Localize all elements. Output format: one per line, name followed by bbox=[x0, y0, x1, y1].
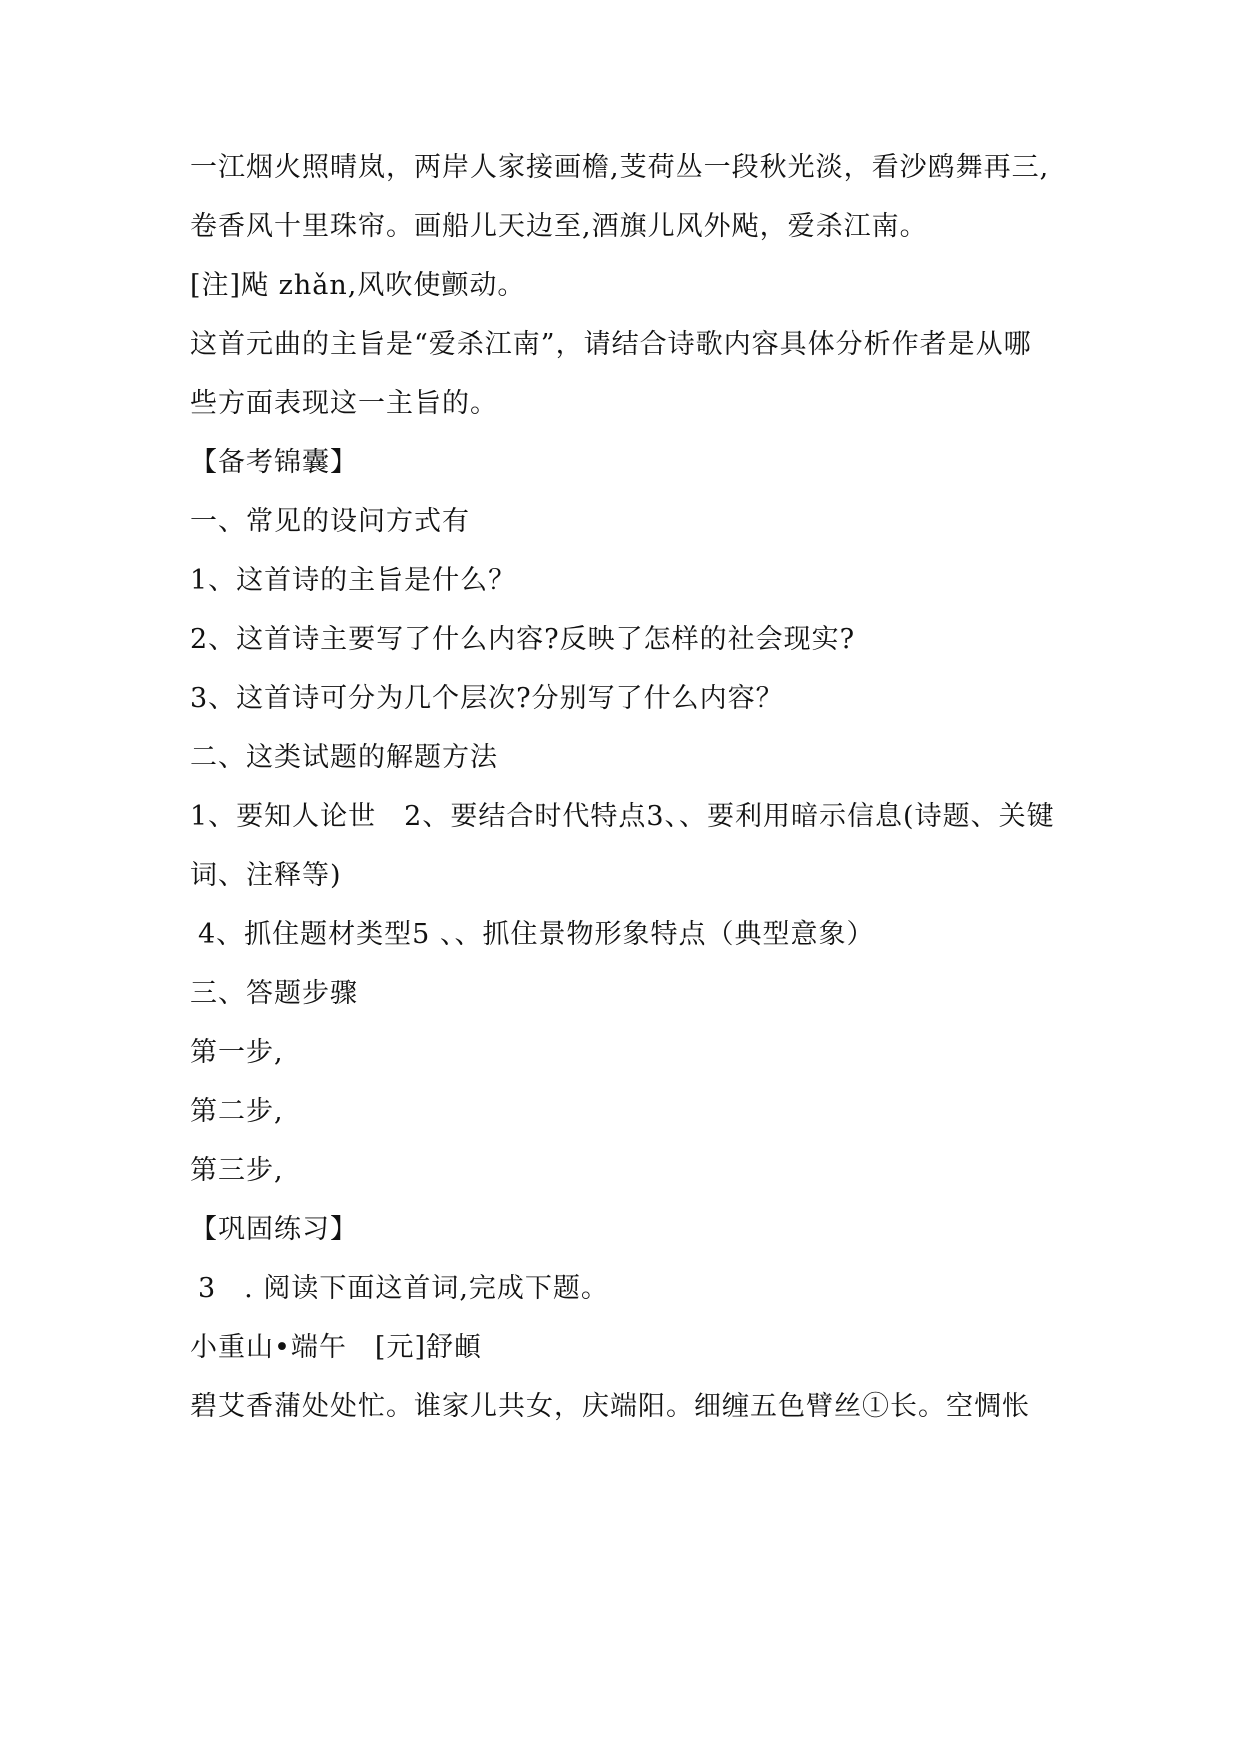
question-text-1: 这首元曲的主旨是“爱杀江南”，请结合诗歌内容具体分析作者是从哪 bbox=[190, 329, 1032, 360]
step-2: 第二步, bbox=[190, 1096, 284, 1127]
poem-text-line: 碧艾香蒲处处忙。谁家儿共女，庆端阳。细缠五色臂丝①长。空惆怅 bbox=[190, 1391, 1030, 1422]
poem-title: 小重山•端午 [元]舒頔 bbox=[190, 1332, 482, 1363]
question-style-2: 2、这首诗主要写了什么内容?反映了怎样的社会现实? bbox=[190, 624, 856, 655]
subheading-methods: 二、这类试题的解题方法 bbox=[190, 742, 498, 773]
poem-line-2: 卷香风十里珠帘。画船儿天边至,酒旗儿风外飐，爱杀江南。 bbox=[190, 211, 928, 242]
section-heading-preparation: 【备考锦囊】 bbox=[190, 447, 358, 478]
step-3: 第三步, bbox=[190, 1155, 284, 1186]
subheading-question-styles: 一、常见的设问方式有 bbox=[190, 506, 470, 537]
question-style-3: 3、这首诗可分为几个层次?分别写了什么内容？ bbox=[190, 683, 784, 714]
step-1: 第一步, bbox=[190, 1037, 284, 1068]
subheading-steps: 三、答题步骤 bbox=[190, 978, 358, 1009]
annotation-note: [注]飐 zhǎn,风吹使颤动。 bbox=[190, 270, 526, 301]
section-heading-practice: 【巩固练习】 bbox=[190, 1214, 358, 1245]
method-line-3: 4、抓住题材类型5 、、抓住景物形象特点（典型意象） bbox=[198, 919, 875, 950]
practice-instruction: 3 . 阅读下面这首词,完成下题。 bbox=[198, 1273, 609, 1304]
method-line-1: 1、要知人论世 2、要结合时代特点3、、要利用暗示信息(诗题、关键 bbox=[190, 801, 1055, 832]
question-text-2: 些方面表现这一主旨的。 bbox=[190, 388, 498, 419]
poem-line-1: 一江烟火照晴岚，两岸人家接画檐,芰荷丛一段秋光淡，看沙鸥舞再三, bbox=[190, 152, 1050, 183]
question-style-1: 1、这首诗的主旨是什么？ bbox=[190, 565, 517, 596]
method-line-2: 词、注释等) bbox=[190, 860, 342, 891]
